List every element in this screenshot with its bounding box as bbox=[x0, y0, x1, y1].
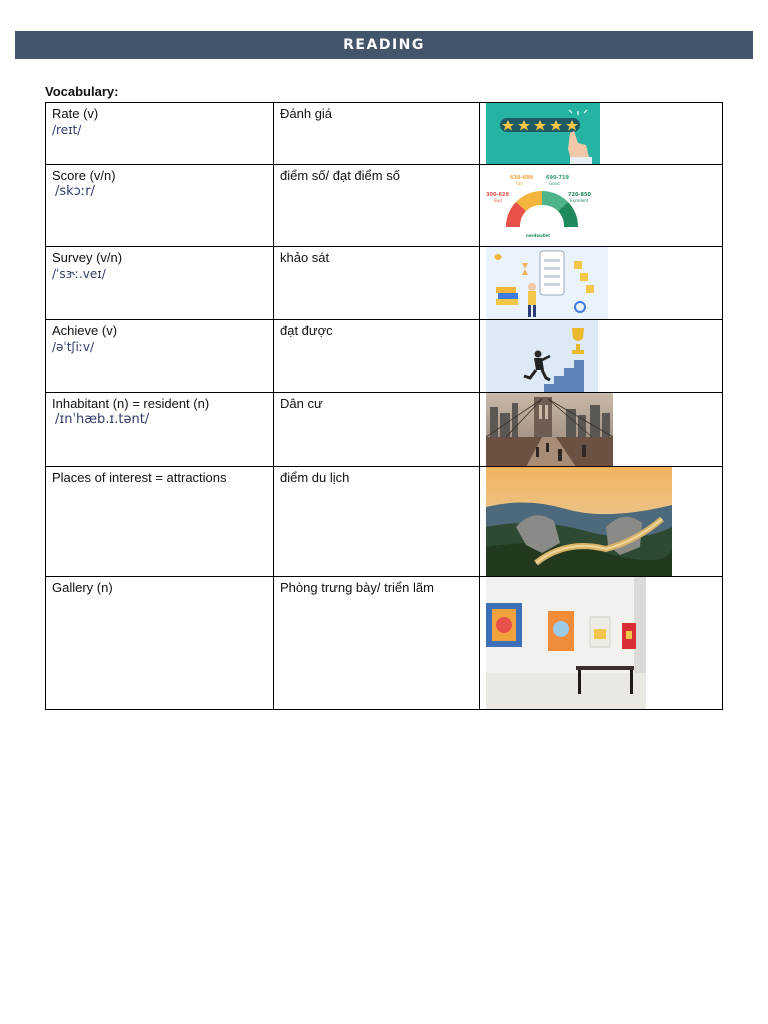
gauge-rating-excellent: Excellent bbox=[570, 198, 589, 203]
image-cell bbox=[480, 393, 723, 467]
meaning-cell bbox=[274, 103, 480, 165]
meaning-cell bbox=[274, 467, 480, 577]
art-gallery-photo bbox=[486, 577, 646, 710]
image-cell bbox=[480, 320, 723, 393]
vocab-meaning: đạt được bbox=[280, 323, 333, 338]
vocab-meaning: Đánh giá bbox=[280, 106, 333, 121]
image-cell bbox=[480, 577, 723, 710]
city-bridge-photo bbox=[486, 393, 613, 467]
vocab-ipa: /skɔːr/ bbox=[55, 184, 95, 199]
golden-bridge-hands-photo bbox=[486, 467, 672, 577]
vocab-ipa: /əˈtʃiːv/ bbox=[52, 340, 94, 354]
vocab-ipa: /ɪnˈhæb.ɪ.tənt/ bbox=[55, 412, 150, 427]
word-cell bbox=[46, 247, 274, 320]
table-row bbox=[46, 467, 723, 577]
vocab-meaning: điểm số/ đạt điểm số bbox=[280, 168, 400, 183]
vocab-meaning: Dân cư bbox=[280, 396, 323, 411]
page-header-banner bbox=[15, 31, 753, 59]
vocab-meaning: khảo sát bbox=[280, 250, 330, 265]
table-row bbox=[46, 165, 723, 247]
vocabulary-table bbox=[45, 102, 723, 710]
word-cell bbox=[46, 393, 274, 467]
meaning-cell bbox=[274, 393, 480, 467]
word-cell bbox=[46, 165, 274, 247]
gauge-rating-bad: Bad bbox=[494, 198, 502, 203]
vocab-word: Gallery (n) bbox=[52, 580, 113, 595]
meaning-cell bbox=[274, 577, 480, 710]
word-cell bbox=[46, 577, 274, 710]
table-row bbox=[46, 103, 723, 165]
survey-checklist-illustration bbox=[486, 247, 608, 320]
vocab-word: Achieve (v) bbox=[52, 323, 118, 338]
meaning-cell bbox=[274, 247, 480, 320]
gauge-brand: nerdwallet bbox=[526, 233, 551, 238]
section-label: Vocabulary: bbox=[45, 84, 119, 99]
vocab-ipa: /ˈsɝː.veɪ/ bbox=[52, 267, 106, 281]
table-row bbox=[46, 247, 723, 320]
word-cell bbox=[46, 467, 274, 577]
vocab-meaning: Phòng trưng bày/ triển lãm bbox=[280, 580, 434, 595]
gauge-range-excellent: 720-850 bbox=[568, 192, 591, 198]
table-row bbox=[46, 393, 723, 467]
table-row bbox=[46, 577, 723, 710]
image-cell bbox=[480, 467, 723, 577]
five-star-rating-illustration bbox=[486, 103, 600, 165]
businessman-climbing-to-trophy bbox=[486, 320, 598, 393]
gauge-rating-good: Good bbox=[549, 181, 560, 186]
vocab-word: Places of interest = attractions bbox=[52, 470, 227, 485]
meaning-cell bbox=[274, 320, 480, 393]
table-row bbox=[46, 320, 723, 393]
image-cell bbox=[480, 247, 723, 320]
vocab-meaning: điểm du lịch bbox=[280, 470, 350, 485]
page-title: READING bbox=[343, 37, 425, 53]
word-cell bbox=[46, 320, 274, 393]
gauge-range-bad: 300-629 bbox=[486, 192, 509, 198]
gauge-range-fair: 630-689 bbox=[510, 175, 533, 181]
gauge-rating-fair: Fair bbox=[516, 181, 524, 186]
vocab-ipa: /reɪt/ bbox=[52, 123, 82, 137]
vocab-word: Survey (v/n) bbox=[52, 250, 123, 265]
meaning-cell bbox=[274, 165, 480, 247]
image-cell bbox=[480, 103, 723, 165]
credit-score-gauge bbox=[486, 165, 600, 245]
vocab-word: Inhabitant (n) = resident (n) bbox=[52, 396, 210, 411]
vocab-word: Score (v/n) bbox=[52, 168, 116, 183]
image-cell bbox=[480, 165, 723, 247]
word-cell bbox=[46, 103, 274, 165]
vocab-word: Rate (v) bbox=[52, 106, 99, 121]
gauge-range-good: 690-719 bbox=[546, 175, 569, 181]
